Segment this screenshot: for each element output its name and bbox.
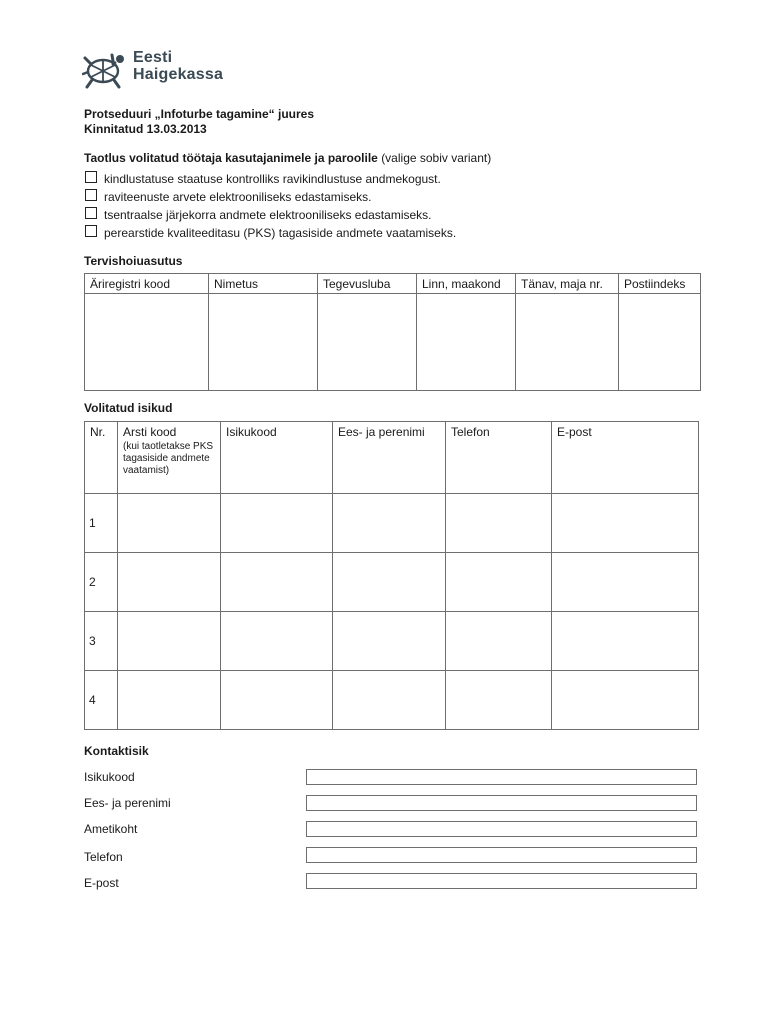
name-cell[interactable]	[333, 494, 446, 553]
contact-label-position: Ametikoht	[84, 822, 138, 836]
license-cell[interactable]	[318, 294, 417, 391]
name-cell[interactable]	[209, 294, 318, 391]
contact-email-field[interactable]	[306, 873, 697, 889]
row-number: 4	[85, 671, 118, 730]
option-checkbox-4[interactable]	[85, 225, 97, 237]
name-cell[interactable]	[333, 612, 446, 671]
authorized-header-row	[85, 422, 699, 494]
col-header: Nimetus	[209, 274, 318, 294]
table-row	[85, 494, 699, 553]
id-code-cell[interactable]	[221, 494, 333, 553]
email-cell[interactable]	[552, 553, 699, 612]
institution-table	[84, 273, 701, 391]
name-cell[interactable]	[333, 553, 446, 612]
email-cell[interactable]	[552, 494, 699, 553]
authorized-table	[84, 421, 699, 730]
phone-cell[interactable]	[446, 612, 552, 671]
city-cell[interactable]	[417, 294, 516, 391]
doctor-code-note: (kui taotletakse PKS tagasiside andmete vaatamist)	[123, 441, 214, 476]
name-cell[interactable]	[333, 671, 446, 730]
registry-code-cell[interactable]	[85, 294, 209, 391]
col-header-phone: Telefon	[446, 422, 552, 494]
id-code-cell[interactable]	[221, 553, 333, 612]
contact-id-code-field[interactable]	[306, 769, 697, 785]
row-number: 1	[85, 494, 118, 553]
doctor-code-label: Arsti kood	[123, 425, 177, 439]
col-header: Tänav, maja nr.	[516, 274, 619, 294]
option-checkbox-3[interactable]	[85, 207, 97, 219]
email-cell[interactable]	[552, 671, 699, 730]
phone-cell[interactable]	[446, 553, 552, 612]
id-code-cell[interactable]	[221, 671, 333, 730]
turtle-logo-icon	[82, 45, 130, 91]
doctor-code-cell[interactable]	[118, 612, 221, 671]
institution-title: Tervishoiuasutus	[84, 254, 183, 268]
table-row	[85, 671, 699, 730]
col-header: Tegevusluba	[318, 274, 417, 294]
contact-position-field[interactable]	[306, 821, 697, 837]
doctor-code-cell[interactable]	[118, 494, 221, 553]
request-title-note: (valige sobiv variant)	[381, 151, 492, 165]
col-header-id-code: Isikukood	[221, 422, 333, 494]
col-header-email: E-post	[552, 422, 699, 494]
request-title-bold: Taotlus volitatud töötaja kasutajanimele ja paroolile	[84, 151, 378, 165]
col-header: Linn, maakond	[417, 274, 516, 294]
row-number: 2	[85, 553, 118, 612]
contact-label-id-code: Isikukood	[84, 770, 135, 784]
option-checkbox-2[interactable]	[85, 189, 97, 201]
option-label-4: perearstide kvaliteeditasu (PKS) tagasiside andmete vaatamiseks.	[104, 226, 457, 240]
option-label-1: kindlustatuse staatuse kontrolliks ravikindlustuse andmekogust.	[104, 172, 441, 186]
table-row	[85, 612, 699, 671]
phone-cell[interactable]	[446, 671, 552, 730]
contact-title: Kontaktisik	[84, 744, 149, 758]
postal-code-cell[interactable]	[619, 294, 701, 391]
col-header-doctor-code	[118, 422, 221, 494]
col-header: Postiindeks	[619, 274, 701, 294]
col-header: Äriregistri kood	[85, 274, 209, 294]
contact-name-field[interactable]	[306, 795, 697, 811]
contact-label-phone: Telefon	[84, 850, 123, 864]
institution-header-row	[85, 274, 701, 294]
option-label-2: raviteenuste arvete elektrooniliseks edastamiseks.	[104, 190, 372, 204]
col-header-nr: Nr.	[85, 422, 118, 494]
doctor-code-cell[interactable]	[118, 553, 221, 612]
row-number: 3	[85, 612, 118, 671]
contact-phone-field[interactable]	[306, 847, 697, 863]
option-checkbox-1[interactable]	[85, 171, 97, 183]
phone-cell[interactable]	[446, 494, 552, 553]
doctor-code-cell[interactable]	[118, 671, 221, 730]
authorized-title: Volitatud isikud	[84, 401, 173, 415]
id-code-cell[interactable]	[221, 612, 333, 671]
approved-date: Kinnitatud 13.03.2013	[84, 122, 207, 136]
email-cell[interactable]	[552, 612, 699, 671]
logo	[82, 45, 232, 91]
request-title	[84, 151, 491, 165]
option-label-3: tsentraalse järjekorra andmete elektrooniliseks edastamiseks.	[104, 208, 432, 222]
logo-text-line2: Haigekassa	[133, 66, 224, 83]
col-header-name: Ees- ja perenimi	[333, 422, 446, 494]
street-cell[interactable]	[516, 294, 619, 391]
contact-label-email: E-post	[84, 876, 119, 890]
contact-label-name: Ees- ja perenimi	[84, 796, 171, 810]
table-row	[85, 553, 699, 612]
institution-input-row	[85, 294, 701, 391]
procedure-title: Protseduuri „Infoturbe tagamine“ juures	[84, 107, 315, 121]
logo-text-line1: Eesti	[133, 49, 173, 66]
